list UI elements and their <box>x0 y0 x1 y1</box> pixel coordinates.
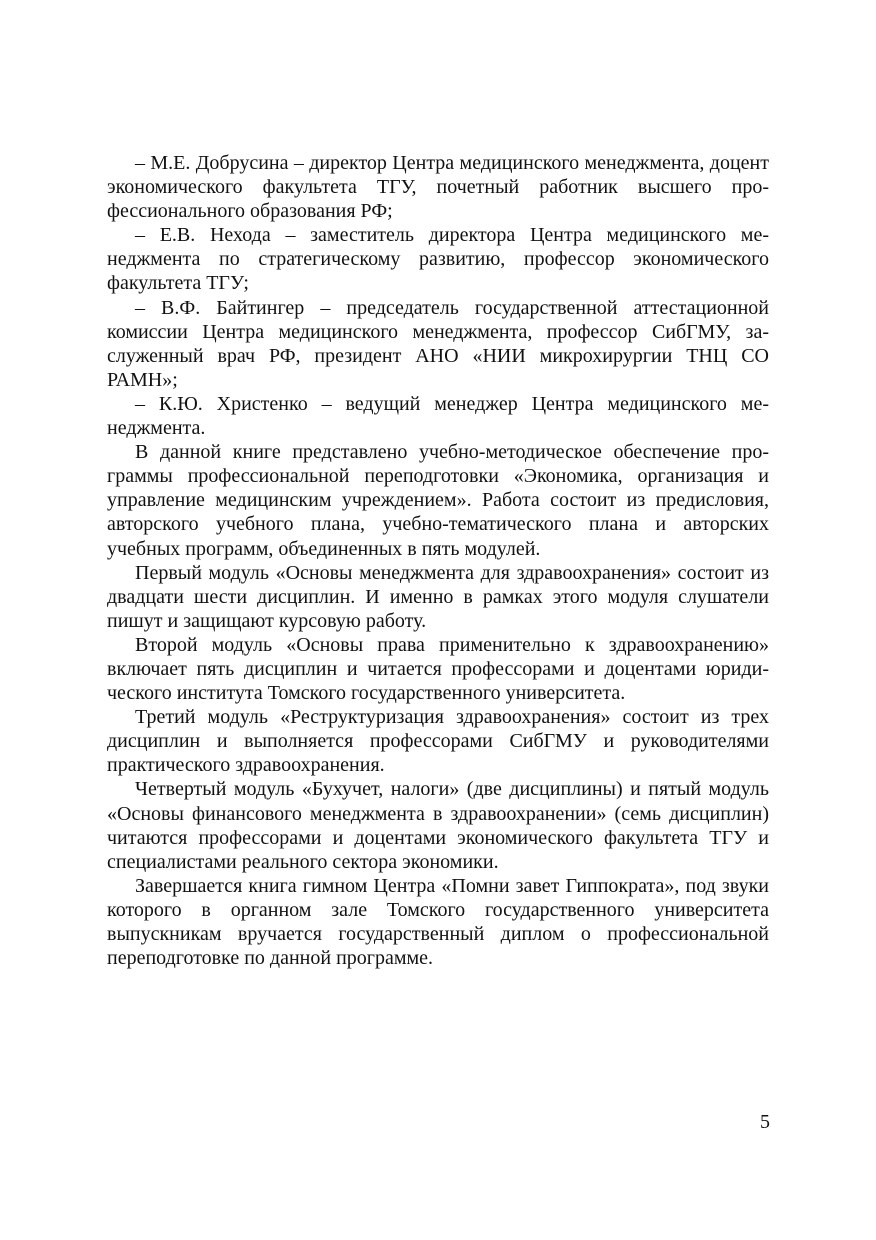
paragraph-module-1: Первый модуль «Основы менеджмента для здравоохранения» состоит из двадцати шести дисциплин. И именно в рамках этого модуля слушатели пишут и защищают курсовую работу. <box>107 561 769 632</box>
paragraph-module-2: Второй модуль «Основы права применительно к здравоохранению» включает пять дисциплин и читается профессорами и доцентами юридического института Томского государственного университета. <box>107 633 769 705</box>
paragraph-dobrusina: – М.Е. Добрусина – директор Центра медицинского менеджмента, доцент экономического факультета ТГУ, почетный работник высшего профессионального образования РФ; <box>107 152 769 223</box>
paragraph-nekhoda: – Е.В. Нехода – заместитель директора Центра медицинского менеджмента по стратегическому развитию, профессор экономического факультета ТГУ; <box>107 224 769 295</box>
body-text <box>107 151 769 970</box>
paragraph-module-3: Третий модуль «Реструктуризация здравоохранения» состоит из трех дисциплин и выполняется профессорами СибГМУ и руководителями практического здравоохранения. <box>107 706 769 777</box>
paragraph-book-contents: В данной книге представлено учебно-методическое обеспечение программы профессиональной переподготовки «Экономика, организация и управление медицинским учреждением». Работа состоит из предисловия, авторского учебного плана, учебно-тематического плана и авторских учебных программ, объединенных в пять модулей. <box>107 441 769 560</box>
paragraph-conclusion: Завершается книга гимном Центра «Помни завет Гиппократа», под звуки которого в органном зале Томского государственного университета выпускникам вручается государственный диплом о профессиональной переподготовке по данной программе. <box>107 874 769 970</box>
page-number: 5 <box>760 1111 770 1133</box>
paragraph-baitinger: – В.Ф. Байтингер – председатель государственной аттестационной комиссии Центра медицинского менеджмента, профессор СибГМУ, заслуженный врач РФ, президент АНО «НИИ микрохирургии ТНЦ СО РАМН»; <box>107 296 769 391</box>
paragraph-modules-4-5: Четвертый модуль «Бухучет, налоги» (две дисциплины) и пятый модуль «Основы финансового менеджмента в здравоохранении» (семь дисциплин) читаются профессорами и доцентами экономического факультета ТГУ и специалистами реального сектора экономики. <box>107 778 769 873</box>
paragraph-khristenko: – К.Ю. Христенко – ведущий менеджер Центра медицинского менеджмента. <box>107 392 769 440</box>
